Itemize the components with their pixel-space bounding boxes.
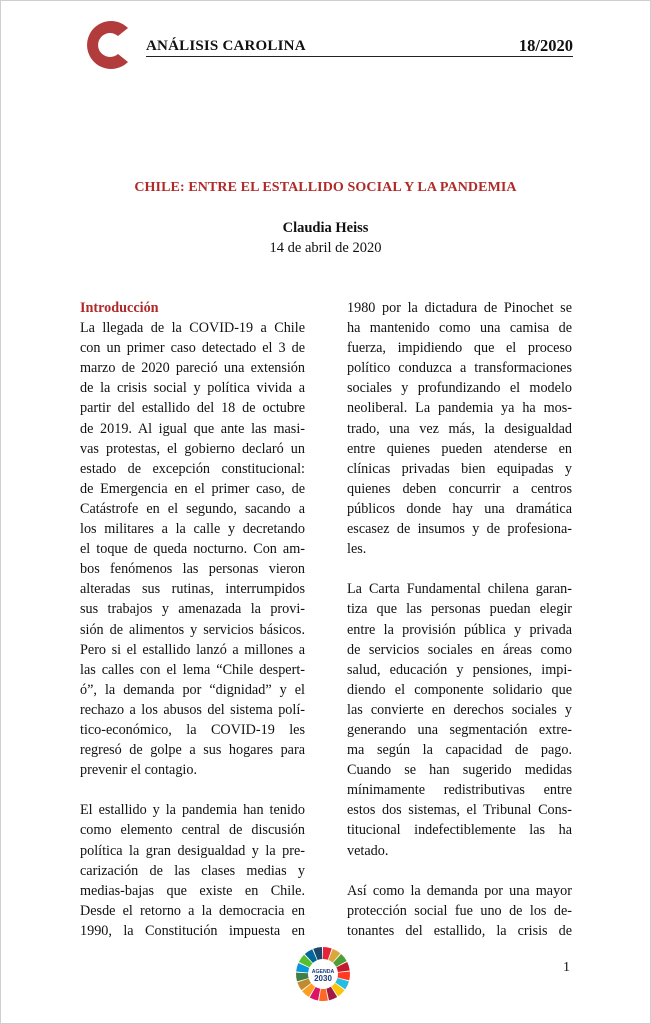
text-line: política la gran desigualdad y la pre- [80, 842, 305, 859]
text-line: neoliberal. La pandemia ya ha mos- [347, 400, 572, 417]
paragraph-gap [347, 861, 572, 881]
text-line: les. [347, 541, 367, 558]
page-number: 1 [563, 960, 570, 975]
carolina-logo [82, 18, 132, 72]
text-line: sociales y profundizando el modelo [347, 380, 572, 397]
text-line: sión de alimentos y servicios básicos. [80, 621, 305, 638]
section-heading: Introducción [80, 300, 159, 316]
text-line: como elemento central de discusión [80, 822, 305, 839]
text-line: con un primer caso detectado el 3 de [80, 340, 305, 357]
logo-text-2030: 2030 [314, 974, 332, 983]
publication-date: 14 de abril de 2020 [269, 240, 382, 256]
text-line: medias-bajas que existe en Chile. [80, 882, 305, 899]
header-rule [146, 56, 573, 57]
text-line: ma según la capacidad de pago. [347, 742, 572, 759]
right-column [347, 298, 572, 941]
text-line: los militares a la calle y decretando [80, 521, 305, 538]
text-line: de servicios sociales en áreas como [347, 641, 572, 658]
left-column [80, 298, 305, 941]
paragraph [347, 881, 572, 941]
text-line: partir del estallido del 18 de octubre [80, 400, 305, 417]
text-line: las calles con el lema “Chile despert- [80, 661, 305, 678]
text-line: Desde el retorno a la democracia en [80, 902, 305, 919]
text-line: prevenir el contagio. [80, 762, 197, 779]
paragraph [80, 318, 305, 780]
text-line: vas protestas, el gobierno declaró un [80, 440, 305, 457]
sdg-segment [319, 989, 328, 1001]
text-line: estos dos sistemas, el Tribunal Cons- [347, 802, 572, 819]
author-name: Claudia Heiss [282, 220, 369, 236]
text-line: ha mantenido como una camisa de [347, 320, 572, 337]
text-line: clínicas privadas bien equipadas y [347, 460, 572, 477]
text-line: sus trabajos y amenazada la provi- [80, 601, 305, 618]
text-line: rechazo a los abusos del sistema polí- [80, 701, 305, 718]
text-line: entre quienes pueden atenderse en [347, 440, 572, 457]
issue-number: 18/2020 [518, 36, 573, 55]
agenda-2030-logo [295, 946, 351, 1002]
text-line: 1980 por la dictadura de Pinochet se [347, 300, 572, 316]
text-line: marzo de 2020 pareció una extensión [80, 360, 305, 377]
text-line: titucional indefectiblemente las ha [347, 822, 572, 839]
text-line: tico-económico, la COVID-19 les [80, 721, 305, 738]
text-line: político conduzca a transformaciones [347, 360, 572, 377]
text-line: regresó de golpe a sus hogares para [80, 742, 305, 759]
text-line: estado de excepción constitucional: [80, 460, 305, 477]
text-line: La llegada de la COVID-19 a Chile [80, 320, 305, 337]
text-line: quienes deben concurrir a centros [347, 480, 572, 497]
text-line: entre la provisión pública y privada [347, 621, 572, 638]
text-line: diendo el componente solidario que [347, 681, 572, 698]
logo-text-agenda: AGENDA [311, 969, 335, 975]
text-line: Pero si el estallido lanzó a millones a [80, 641, 305, 658]
text-line: fuerza, impidiendo que el proceso [347, 340, 572, 357]
text-line: alteradas sus rutinas, interrumpidos [80, 581, 305, 598]
text-line: el toque de queda nocturno. Con am- [80, 541, 305, 558]
text-line: escasez de insumos y de profesiona- [347, 521, 572, 538]
text-line: tonantes del estallido, la crisis de [347, 922, 572, 939]
paragraph-gap [80, 780, 305, 800]
text-line: Cuando se han sugerido medidas [347, 762, 572, 779]
text-line: carización de las clases medias y [80, 862, 305, 879]
text-line: públicos donde hay una dramática [347, 500, 572, 517]
text-line: de Emergencia en el primer caso, de [80, 480, 305, 497]
text-line: Así como la demanda por una mayor [347, 882, 572, 899]
text-line: tiza que las personas puedan elegir [347, 601, 572, 618]
text-line: trado, una vez más, la desigualdad [347, 420, 572, 437]
paragraph [347, 579, 572, 860]
article-title: CHILE: ENTRE EL ESTALLIDO SOCIAL Y LA PANDEMIA [134, 180, 517, 195]
text-line: bos fenómenos las personas vieron [80, 561, 305, 578]
series-title: ANÁLISIS CAROLINA [146, 38, 306, 54]
text-line: salud, educación y pensiones, impi- [347, 661, 572, 678]
text-line: ó”, la demanda por “dignidad” y el [80, 681, 305, 698]
text-line: El estallido y la pandemia han tenido [80, 802, 305, 819]
paragraph [347, 298, 572, 559]
text-line: generando una segmentación extre- [347, 721, 572, 738]
text-line: de la crisis social y política vivida a [80, 380, 305, 397]
paragraph-gap [347, 559, 572, 579]
text-line: La Carta Fundamental chilena garan- [347, 581, 572, 598]
text-line: 1990, la Constitución impuesta en [80, 922, 305, 939]
text-line: las convierte en derechos sociales y [347, 701, 572, 718]
text-line: protección social fue uno de los de- [347, 902, 572, 919]
text-line: de 2019. Al igual que ante las masi- [80, 420, 305, 437]
text-line: mínimamente redistributivas entre [347, 782, 572, 799]
text-line: vetado. [347, 842, 389, 859]
paragraph [80, 800, 305, 941]
text-line: Catástrofe en el segundo, sacando a [80, 500, 305, 517]
